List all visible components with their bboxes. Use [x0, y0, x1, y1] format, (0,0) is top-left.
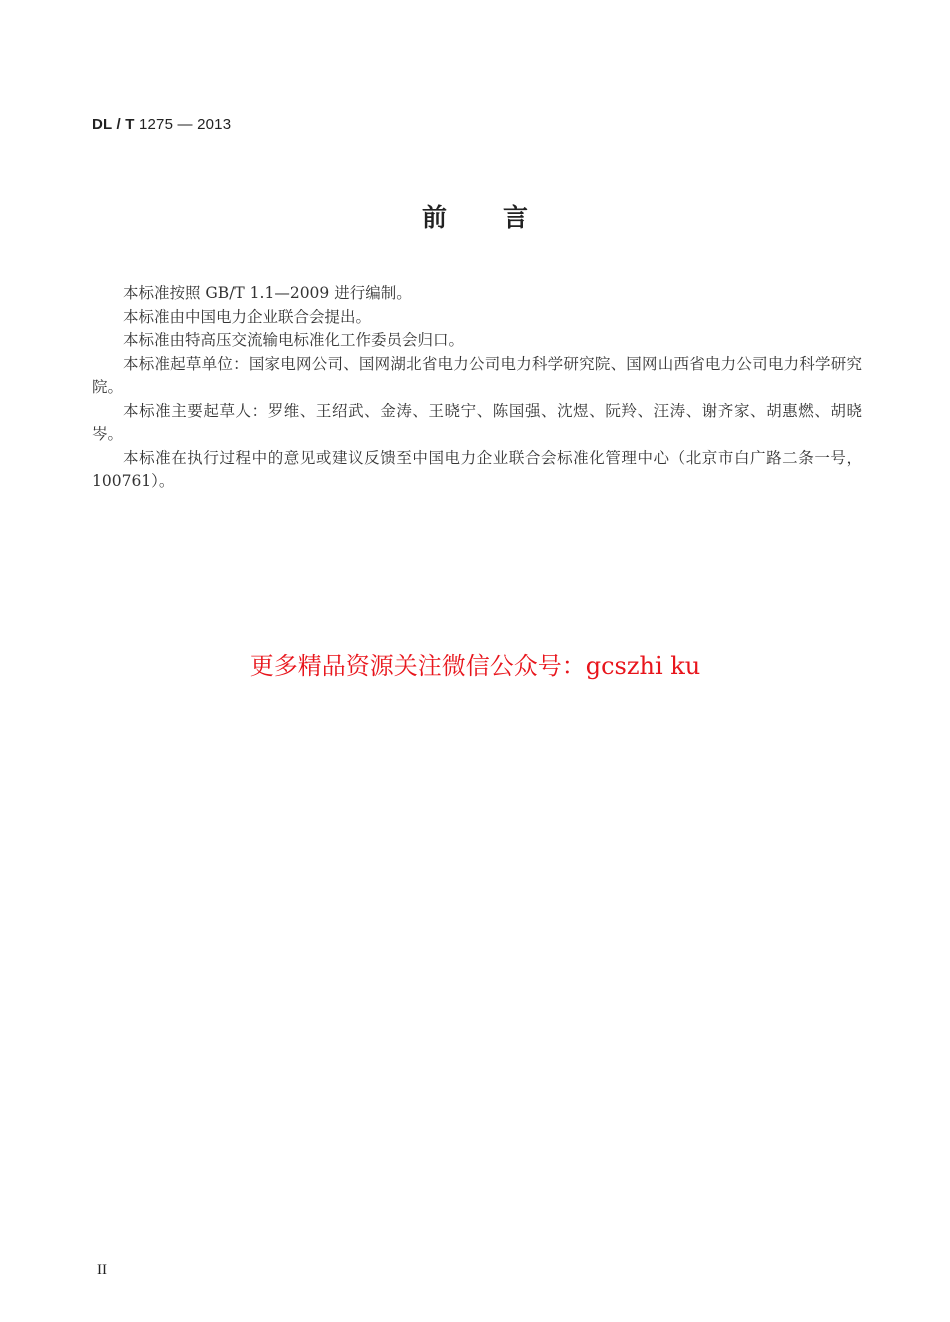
preface-paragraph: 本标准在执行过程中的意见或建议反馈至中国电力企业联合会标准化管理中心（北京市白广路二条一号，100761）。: [92, 448, 862, 490]
standard-code-prefix: DL / T: [92, 116, 135, 133]
preface-paragraph: 本标准由特高压交流输电标准化工作委员会归口。: [123, 331, 465, 349]
preface-body: [92, 282, 862, 494]
standard-code-number: 1275 — 2013: [134, 116, 232, 133]
page-title: 前言: [421, 203, 584, 232]
preface-paragraph: 本标准主要起草人：罗维、王绍武、金涛、王晓宁、陈国强、沈煜、阮羚、汪涛、谢齐家、胡惠燃、胡晓岑。: [92, 401, 862, 443]
preface-paragraph: 本标准起草单位：国家电网公司、国网湖北省电力公司电力科学研究院、国网山西省电力公司电力科学研究院。: [92, 354, 862, 396]
preface-paragraph: 本标准由中国电力企业联合会提出。: [123, 307, 372, 326]
page-number: II: [97, 1262, 107, 1278]
preface-paragraph: 本标准按照 GB/T 1.1—2009 进行编制。: [123, 284, 412, 302]
standard-code: [92, 116, 231, 133]
promo-watermark-text: 更多精品资源关注微信公众号：gcszhi ku: [249, 652, 701, 680]
